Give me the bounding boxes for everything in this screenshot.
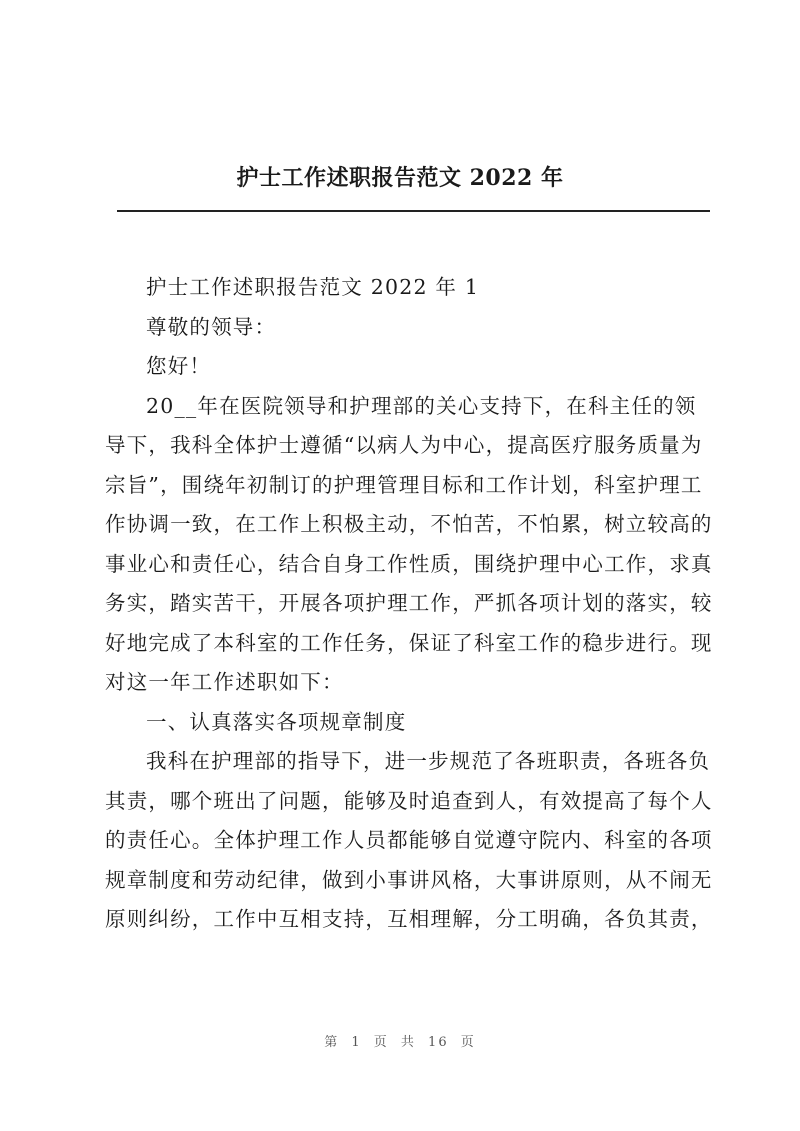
section-paragraph: 我科在护理部的指导下，进一步规范了各班职责，各班各负其责，哪个班出了问题，能够及时追查到人，有效提高了每个人的责任心。全体护理工作人员都能够自觉遵守院内、科室的各项规章制度和劳动纪律，做到小事讲风格，大事讲原则，从不闹无原则纠纷，工作中互相支持，互相理解，分工明确，各负其责， [105,749,713,931]
page-footer: 第 1 页 共 16 页 [324,1035,476,1050]
subtitle-paragraph: 护士工作述职报告范文 2022 年 1 [146,275,480,299]
salutation: 尊敬的领导： [146,314,277,339]
intro-paragraph: 20__年在医院领导和护理部的关心支持下，在科主任的领导下，我科全体护士遵循“以病人为中心，提高医疗服务质量为宗旨”，围绕年初制订的护理管理目标和工作计划，科室护理工作协调一致，在工作上积极主动，不怕苦，不怕累，树立较高的事业心和责任心，结合自身工作性质，围绕护理中心工作，求真务实，踏实苦干，开展各项护理工作，严抓各项计划的落实，较好地完成了本科室的工作任务，保证了科室工作的稳步进行。现对这一年工作述职如下： [105,393,713,694]
document-title: 护士工作述职报告范文 2022 年 [236,165,564,191]
greeting: 您好！ [146,354,212,378]
section-heading: 一、认真落实各项规章制度 [146,709,407,734]
title-underline [117,210,710,212]
document-body [105,268,715,940]
